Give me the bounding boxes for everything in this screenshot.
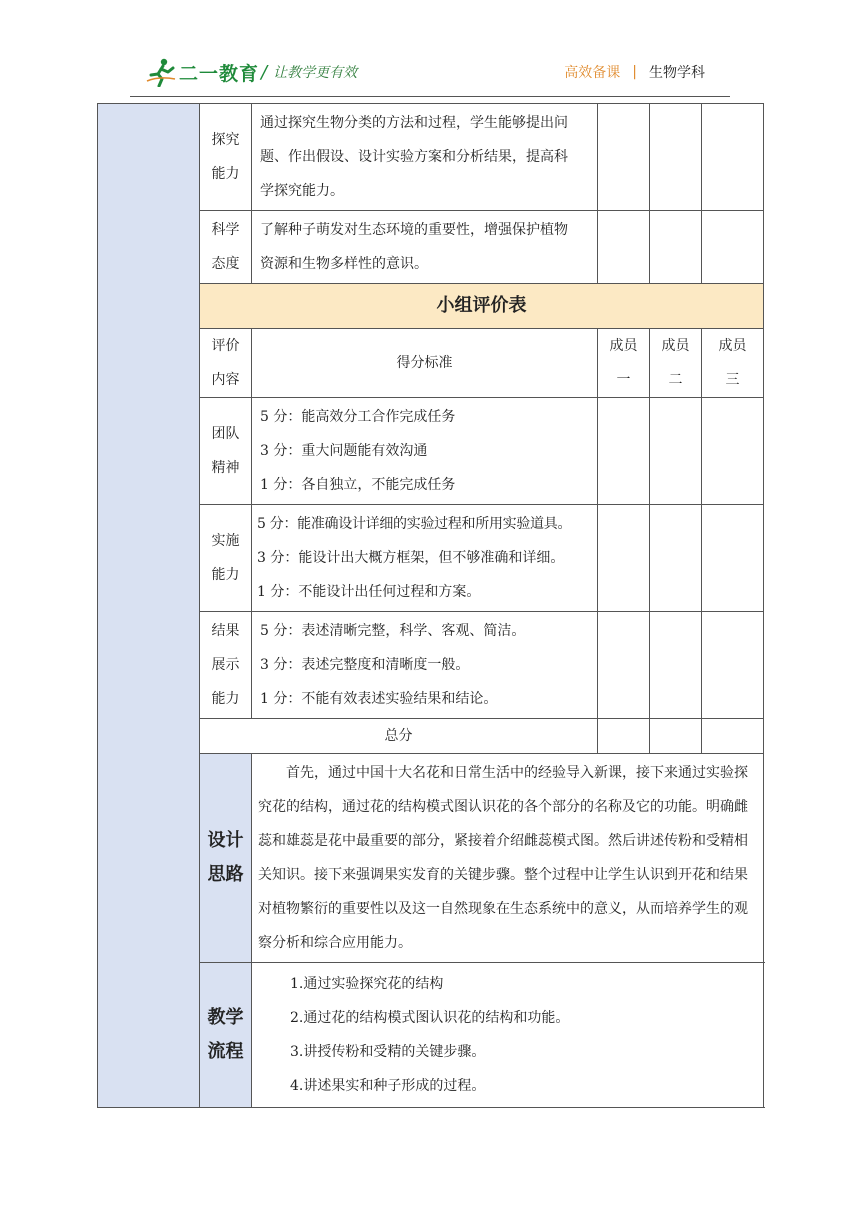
header-right [564,62,705,82]
group-criteria: 5 分：能准确设计详细的实验过程和所用实验道具。 3 分：能设计出大概方框架，但不够准确和详细。 1 分：不能设计出任何过程和方案。 [252,505,598,612]
eval-category: 探究 能力 [200,104,252,211]
group-category: 团队 精神 [200,398,252,505]
group-criteria: 5 分：能高效分工合作完成任务 3 分：重大问题能有效沟通 1 分：各自独立，不能完成任务 [252,398,598,505]
total-label: 总分 [200,719,598,754]
score-cell [702,398,764,505]
score-cell [598,612,650,719]
brand-slogan: 让教学更有效 [273,65,358,81]
score-cell [650,719,702,754]
header-criteria: 得分标准 [252,329,598,398]
header-member-2: 成员 二 [650,329,702,398]
score-cell [650,104,702,211]
header-divider [130,96,730,97]
score-cell [650,505,702,612]
design-label: 设计思路 [200,754,252,963]
score-cell [702,211,764,284]
course-label: 高效备课 [564,65,621,81]
eval-description: 通过探究生物分类的方法和过程，学生能够提出问 题、作出假设、设计实验方案和分析结果，提高科 学探究能力。 [252,104,598,211]
score-cell [702,505,764,612]
score-cell [650,398,702,505]
score-cell [598,398,650,505]
group-criteria: 5 分：表述清晰完整，科学、客观、简洁。 3 分：表述完整度和清晰度一般。 1 分：不能有效表述实验结果和结论。 [252,612,598,719]
flow-label: 教学流程 [200,963,252,1108]
header-separator: | [632,64,637,80]
flow-step: 3.讲授传粉和受精的关键步骤。 [290,1044,486,1060]
score-cell [598,505,650,612]
group-category: 实施 能力 [200,505,252,612]
flow-step: 4.讲述果实和种子形成的过程。 [290,1078,486,1094]
group-table-title: 小组评价表 [200,284,764,329]
score-cell [702,612,764,719]
score-cell [650,612,702,719]
header-member-3: 成员 三 [702,329,764,398]
flow-step: 2.通过花的结构模式图认识花的结构和功能。 [290,1010,570,1026]
flow-step: 1.通过实验探究花的结构 [290,976,444,992]
header-content: 评价 内容 [200,329,252,398]
lesson-table [97,103,764,1108]
design-text: 首先，通过中国十大名花和日常生活中的经验导入新课，接下来通过实验探究花的结构，通过花的结构模式图认识花的各个部分的名称及它的功能。明确雌蕊和雄蕊是花中最重要的部分，紧接着介绍雌蕊模式图。然后讲述传粉和受精相关知识。接下来强调果实发育的关键步骤。整个过程中让学生认识到开花和结果对植物繁衍的重要性以及这一自然现象在生态系统中的意义，从而培养学生的观察分析和综合应用能力。 [252,754,764,963]
score-cell [702,719,764,754]
score-cell [650,211,702,284]
logo-slash: / [261,61,268,83]
side-label-cell [98,104,200,1108]
eval-category: 科学 态度 [200,211,252,284]
eval-description: 了解种子萌发对生态环境的重要性，增强保护植物 资源和生物多样性的意识。 [252,211,598,284]
header-member-1: 成员 一 [598,329,650,398]
subject-label: 生物学科 [649,65,705,81]
score-cell [598,719,650,754]
score-cell [702,104,764,211]
eval-row [98,104,764,211]
flow-steps [252,963,764,1108]
running-man-icon [145,57,177,87]
brand-name: 二一教育 [179,62,260,85]
page-header [0,0,860,100]
group-category: 结果 展示 能力 [200,612,252,719]
brand-logo [145,56,357,88]
score-cell [598,211,650,284]
score-cell [598,104,650,211]
